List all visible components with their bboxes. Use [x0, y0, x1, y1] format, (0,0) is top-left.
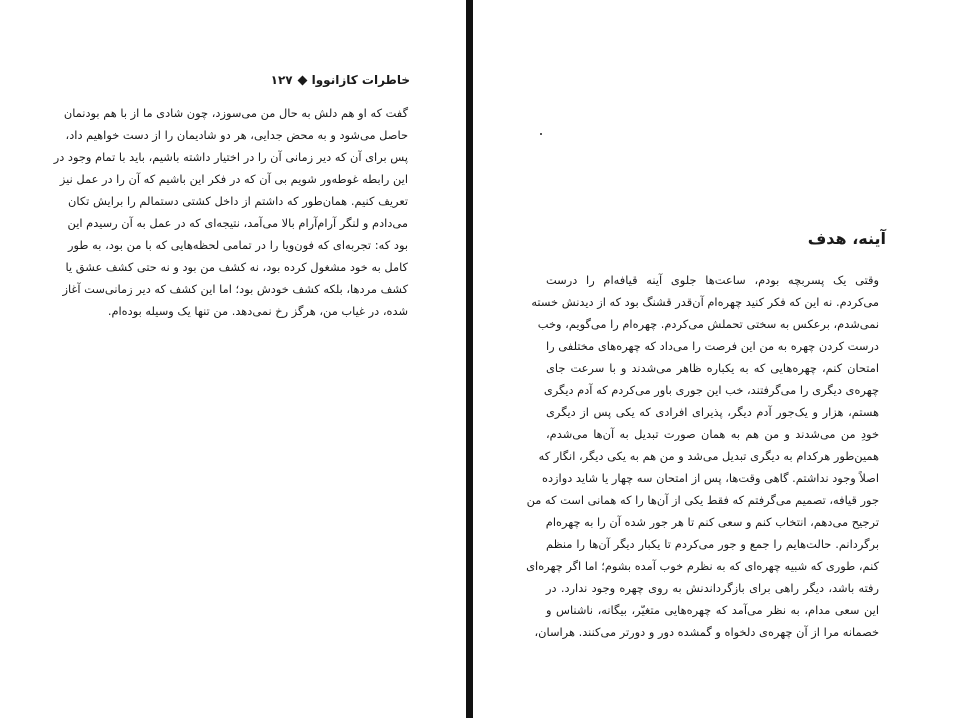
header-book-title: خاطرات کازانووا [311, 73, 410, 87]
text-line: امتحان کنم، چهره‌هایی که به یکباره ظاهر می‌شدند و با سرعت جای [546, 361, 879, 375]
left-page-body-text [53, 102, 408, 322]
text-line: همین‌طور هرکدام به دیگری تبدیل می‌شد و من هم به یکی دیگر، انگار که [538, 449, 879, 463]
text-line: تعریف کنیم. همان‌طور که داشتم از داخل کشتی دستمالم را برایش تکان [68, 194, 408, 208]
text-line: اصلاً وجود نداشتم. گاهی وقت‌ها، پس از امتحان سه چهار یا شاید دوازده [541, 471, 879, 485]
text-line: کامل به خود مشغول کرده بود، نه کشف من بود و نه حتی کشف عشق یا [65, 260, 408, 274]
text-line: می‌کردم. نه این که فکر کنید چهره‌ام آن‌قدر قشنگ بود که از دیدنش خسته [531, 295, 879, 309]
print-speck [540, 133, 542, 135]
running-header [70, 73, 410, 87]
text-line: می‌دادم و لنگر آرام‌آرام بالا می‌آمد، نتیجه‌ای که در عمل به آن رسیدم این [67, 216, 408, 230]
text-line: درست کردن چهره به من این فرصت را می‌داد که چهره‌های مختلفی را [546, 339, 879, 353]
text-line: ترجیح می‌دهم، انتخاب کنم و سعی کنم تا هر جور شده آن را به چهره‌ام [545, 515, 879, 529]
text-line: بود که: تجربه‌ای که فون‌ویا را در تمامی لحظه‌هایی که با من بود، به طور [68, 238, 408, 252]
left-page [0, 0, 466, 718]
text-line: چهره‌ی دیگری را می‌گرفتند، خب این جوری باور می‌کردم که آدم دیگری [543, 383, 879, 397]
text-line: خصمانه مرا از آن چهره‌ی دلخواه و گمشده دور و دورتر می‌کنند. هراسان، [534, 625, 879, 639]
right-page [473, 0, 953, 718]
text-line: کشف مردها، بلکه کشف خودش بود؛ اما این کشف که دیر زمانی‌ست آغاز [62, 282, 408, 296]
text-line: هستم، هزار و یک‌جور آدم دیگر، پذیرای افرادی که یکی پس از دیگری [546, 405, 879, 419]
chapter-title: آینه، هدف [807, 229, 886, 248]
right-page-body-text [526, 269, 879, 643]
text-line: حاصل می‌شود و به محض جدایی، هر دو شادیمان را از دست خواهیم داد، [65, 128, 408, 142]
text-line: خودِ من می‌شدند و من هم به همان صورت تبدیل به آن‌ها می‌شدم، [546, 427, 879, 441]
text-line: شده، در غیاب من، هرگز رخ نمی‌دهد. من تنها یک وسیله بوده‌ام. [107, 304, 408, 318]
text-line: برگردانم. حالت‌هایم را جمع و جور می‌کردم تا یکبار دیگر آن‌ها را منظم [546, 537, 879, 551]
text-line: کنم، طوری که شبیه چهره‌ای که به نظرم خوب آمده بشوم؛ اما اگر چهره‌ای [526, 559, 879, 573]
text-line: وقتی یک پسربچه بودم، ساعت‌ها جلوی آینه قیافه‌ام را درست [546, 273, 879, 287]
diamond-separator-icon [297, 76, 307, 86]
text-line: رفته باشد، دیگر راهی برای بازگرداندنش به روی چهره وجود ندارد. در [546, 581, 879, 595]
book-spine-gutter [466, 0, 473, 718]
text-line: این رابطه غوطه‌ور شویم بی آن که در فکر این باشیم که آن را در عمل نیز [59, 172, 408, 186]
header-page-number: ۱۲۷ [270, 73, 293, 87]
text-line: این سعی مدام، به نظر می‌آمد که چهره‌هایی متغیّر، بیگانه، ناشناس و [546, 603, 879, 617]
text-line: گفت که او هم دلش به حال من می‌سوزد، چون شادی ما از با هم بودنمان [63, 106, 408, 120]
text-line: نمی‌شدم، برعکس به سختی تحملش می‌کردم. چهره‌ام را می‌گویم، وخب [537, 317, 879, 331]
text-line: جور قیافه، تصمیم می‌گرفتم که فقط یکی از آن‌ها را که همانی است که من [526, 493, 879, 507]
text-line: پس برای آن که دیر زمانی آن را در اختیار داشته باشیم، باید با تمام وجود در [53, 150, 408, 164]
